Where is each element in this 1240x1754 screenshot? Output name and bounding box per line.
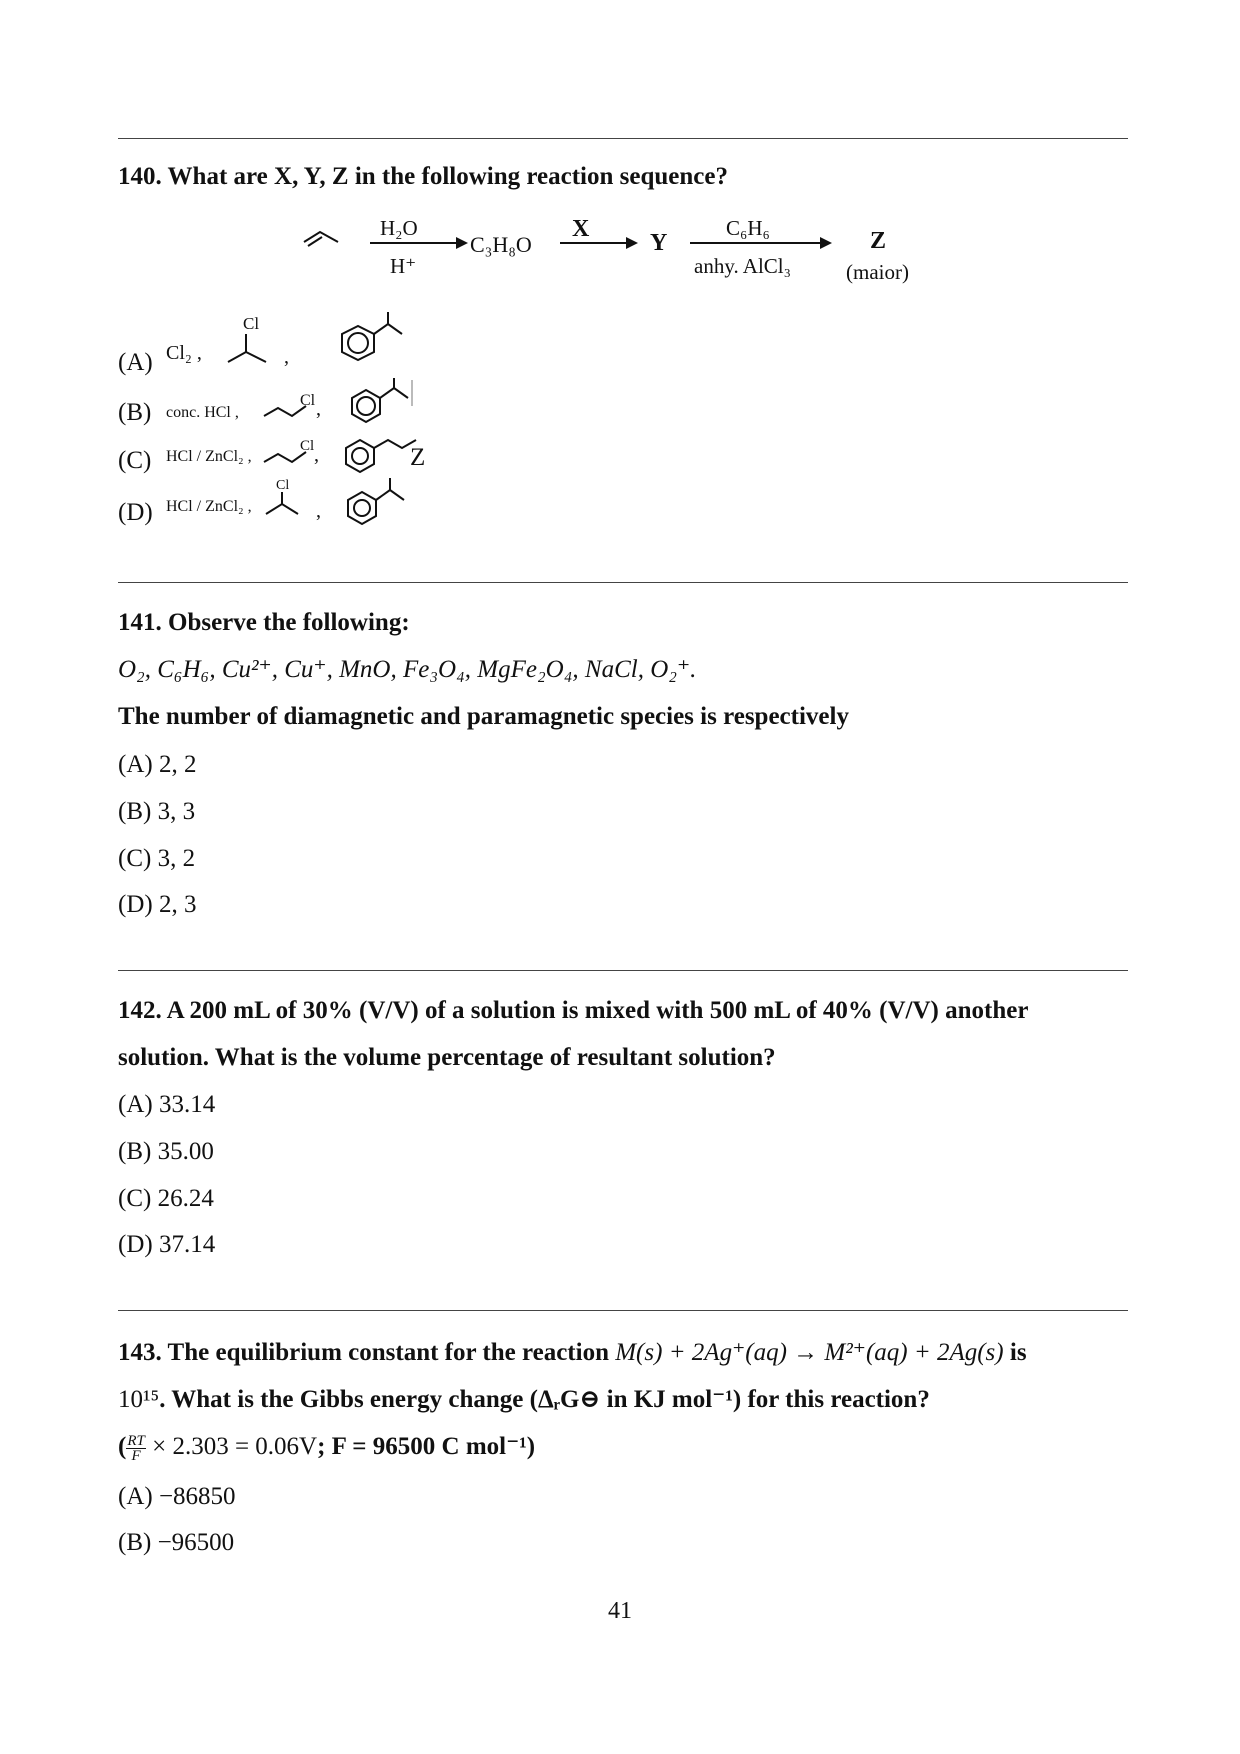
propene-structure-icon xyxy=(0,0,1240,300)
q143-line1 xyxy=(118,1338,1027,1368)
scheme-product-z-note: (maior) xyxy=(846,260,909,284)
q140-option-b-reagent: conc. HCl , xyxy=(166,404,239,421)
page-number: 41 xyxy=(608,1598,632,1624)
q140-option-d-sep: , xyxy=(316,500,321,522)
q140-option-b-label: (B) xyxy=(118,399,152,426)
q143-line3-open: ( xyxy=(118,1433,127,1460)
q142-option-a: (A) 33.14 xyxy=(118,1091,216,1118)
q140-option-b-cl: Cl xyxy=(300,392,316,409)
cumene-structure-icon-b xyxy=(342,376,432,426)
q141-option-d: (D) 2, 3 xyxy=(118,891,197,918)
q140-option-d-label: (D) xyxy=(118,499,153,526)
frac-numerator: RT xyxy=(127,1432,145,1449)
rt-over-f-fraction xyxy=(126,1434,146,1463)
q143-option-a: (A) −86850 xyxy=(118,1483,236,1510)
q142-option-c: (C) 26.24 xyxy=(118,1185,214,1212)
q140-option-c-extra: Z xyxy=(410,444,426,471)
q140-question: 140. What are X, Y, Z in the following reaction sequence? xyxy=(118,163,728,190)
q140-option-a-reagent: Cl₂ , xyxy=(166,342,202,364)
q143-line2-text: . What is the Gibbs energy change (ΔᵣG⊖ in KJ mol⁻¹) for this reaction? xyxy=(159,1386,930,1413)
q143-option-b: (B) −96500 xyxy=(118,1529,235,1556)
q143-line3 xyxy=(118,1432,535,1463)
q140-option-c-cl: Cl xyxy=(300,438,315,454)
q141-prompt: The number of diamagnetic and paramagnetic species is respectively xyxy=(118,703,849,730)
scheme-reagent-x: X xyxy=(572,216,590,242)
q140-option-a-cl: Cl xyxy=(243,314,260,333)
scheme-reagent3-top: C₆H₆ xyxy=(726,216,770,240)
divider-141 xyxy=(118,582,1128,583)
scheme-reagent1-top: H₂O xyxy=(380,216,418,240)
q143-line2-val: 10¹⁵ xyxy=(118,1386,160,1413)
q140-option-c-sep: , xyxy=(314,444,319,466)
q140-option-c-reagent: HCl / ZnCl₂ , xyxy=(166,448,252,465)
scheme-reagent1-bottom: H⁺ xyxy=(390,254,417,278)
isopropyl-chloride-icon xyxy=(224,334,284,374)
q142-line2: solution. What is the volume percentage of resultant solution? xyxy=(118,1044,776,1071)
q141-question: 141. Observe the following: xyxy=(118,609,410,636)
q140-option-a-sep: , xyxy=(284,346,289,368)
q142-option-d: (D) 37.14 xyxy=(118,1231,216,1258)
frac-denominator: F xyxy=(131,1447,141,1464)
q140-option-b-sep: , xyxy=(316,398,321,420)
q141-species: O₂, C₆H₆, Cu²⁺, Cu⁺, MnO, Fe₃O₄, MgFe₂O₄, NaCl, O₂⁺. xyxy=(118,656,697,683)
cumene-structure-icon xyxy=(322,312,402,372)
q143-line1-eq: M(s) + 2Ag⁺(aq) → M²⁺(aq) + 2Ag(s) xyxy=(615,1339,1004,1366)
q140-option-a-label: (A) xyxy=(118,349,153,376)
q143-line1-text: 143. The equilibrium constant for the reaction xyxy=(118,1339,609,1366)
q142-option-b: (B) 35.00 xyxy=(118,1138,214,1165)
q141-option-b: (B) 3, 3 xyxy=(118,798,196,825)
cumene-structure-icon-d xyxy=(342,478,422,528)
q140-reaction-scheme xyxy=(0,0,1240,300)
q140-option-c-label: (C) xyxy=(118,447,152,474)
isopropyl-chloride-icon-d xyxy=(264,492,314,522)
q143-line2 xyxy=(118,1385,930,1415)
q141-option-a: (A) 2, 2 xyxy=(118,751,197,778)
scheme-reagent3-bottom: anhy. AlCl₃ xyxy=(694,254,791,278)
q142-line1: 142. A 200 mL of 30% (V/V) of a solution is mixed with 500 mL of 40% (V/V) another xyxy=(118,997,1029,1024)
q143-line1-end: is xyxy=(1009,1339,1027,1366)
divider-143 xyxy=(118,1310,1128,1311)
q141-option-c: (C) 3, 2 xyxy=(118,845,196,872)
q140-option-d-reagent: HCl / ZnCl₂ , xyxy=(166,498,252,515)
q140-option-d-cl: Cl xyxy=(276,478,290,493)
scheme-product-z: Z xyxy=(870,228,887,254)
q143-line3-end: ; F = 96500 C mol⁻¹) xyxy=(317,1433,536,1460)
scheme-product-y: Y xyxy=(650,230,668,256)
divider-142 xyxy=(118,970,1128,971)
scheme-intermediate: C₃H₈O xyxy=(470,232,532,257)
q143-line3-rest: × 2.303 = 0.06V xyxy=(152,1433,318,1460)
